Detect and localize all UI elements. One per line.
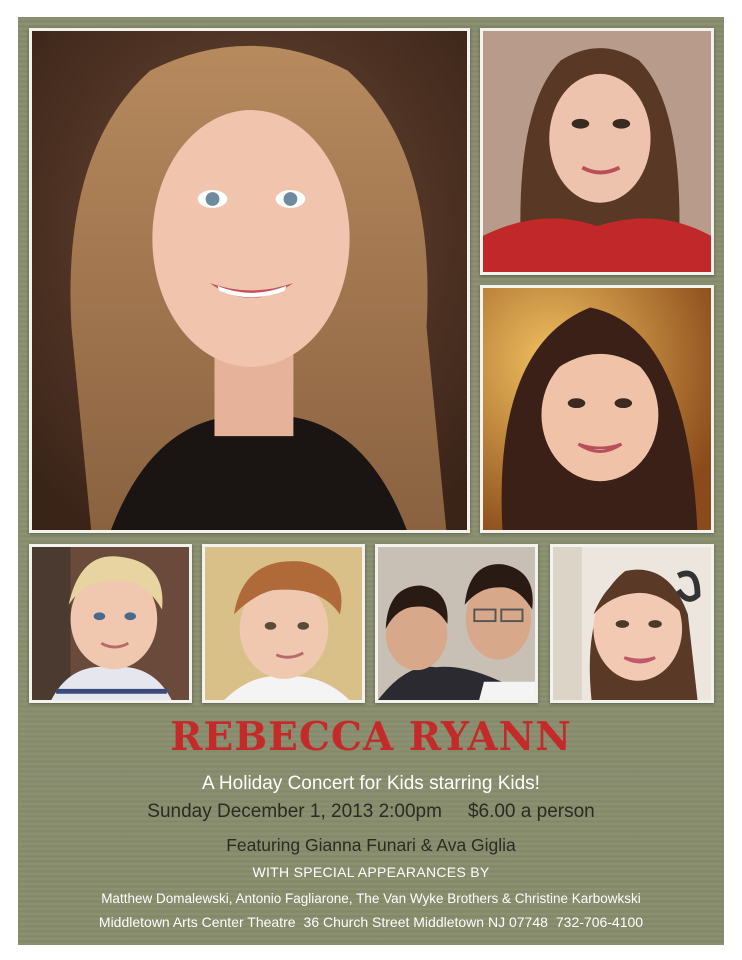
featuring-line: Featuring Gianna Funari & Ava Giglia (226, 835, 516, 855)
event-subtitle: A Holiday Concert for Kids starring Kids! (202, 773, 540, 794)
event-dateline (18, 801, 724, 823)
girl-hair-bun-portrait (550, 544, 714, 703)
red-hair-boy-portrait (202, 544, 365, 703)
girl-red-shirt-portrait (480, 28, 714, 275)
venue-address: 36 Church Street Middletown NJ 07748 (303, 914, 548, 930)
special-appearances-heading: WITH SPECIAL APPEARANCES BY (252, 864, 490, 880)
venue-phone: 732-706-4100 (555, 914, 644, 930)
venue-name: Middletown Arts Center Theatre (98, 914, 296, 930)
venue-line (18, 914, 724, 930)
concert-poster (18, 17, 724, 945)
performers-list: Matthew Domalewski, Antonio Fagliarone, The Van Wyke Brothers & Christine Karbowkski (101, 891, 641, 906)
event-date-time: Sunday December 1, 2013 2:00pm (147, 801, 442, 822)
girl-dark-hair-portrait (480, 285, 714, 533)
main-girl-portrait (29, 28, 470, 533)
blond-boy-portrait (29, 544, 192, 703)
event-price: $6.00 a person (467, 801, 595, 822)
event-title: REBECCA RYANN (170, 714, 572, 760)
van-wyke-brothers-portrait (375, 544, 538, 703)
